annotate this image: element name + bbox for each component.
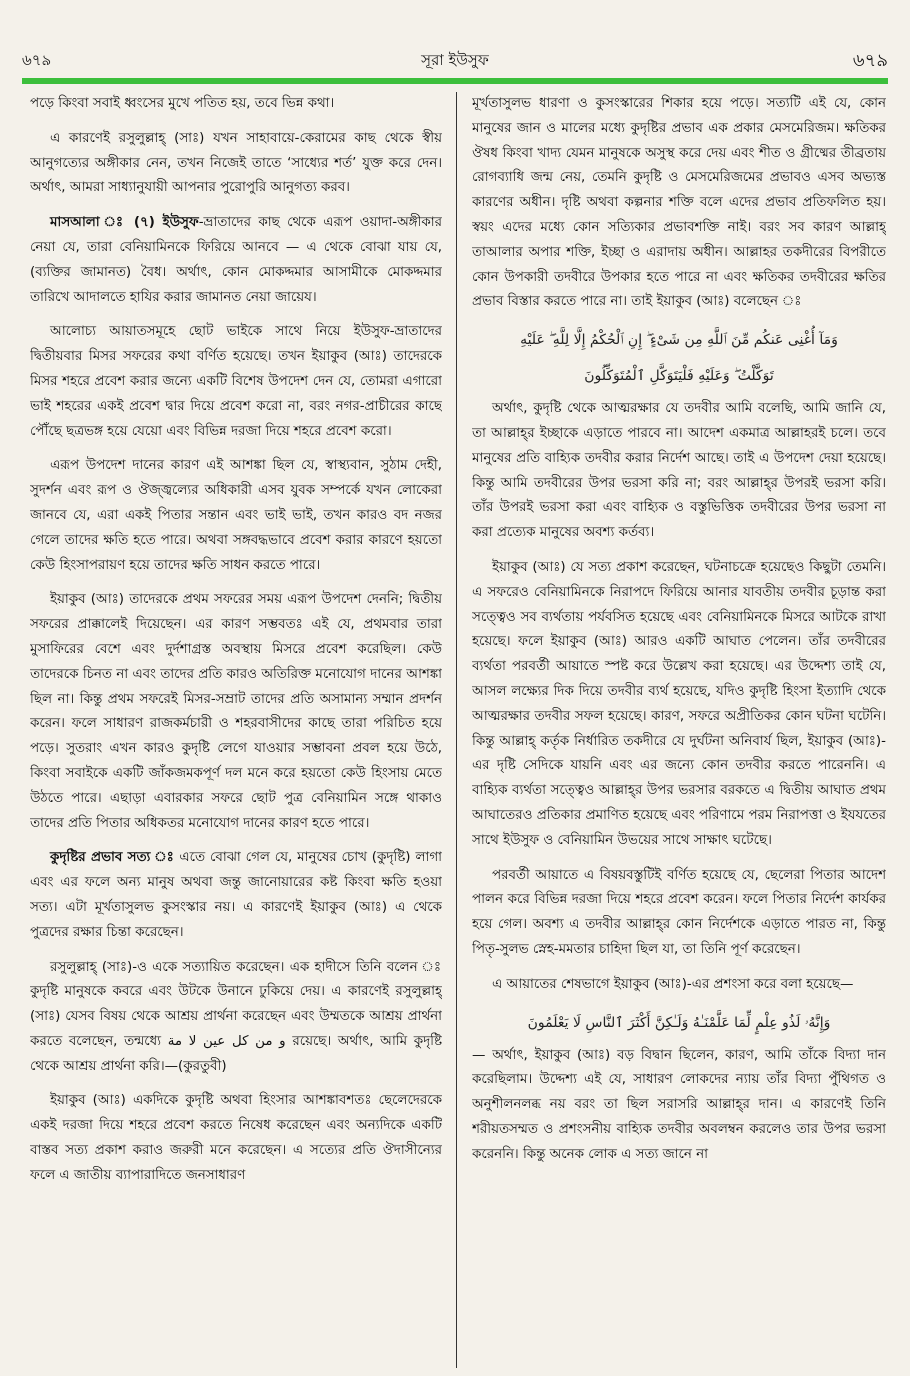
left-para-masala: মাসআলা ঃ (৭) ইউসুফ-ভ্রাতাদের কাছ থেকে এরূপ ওয়াদা-অঙ্গীকার নেয়া যে, তারা বেনিয়ামিনকে ফিরিয়ে আনবে — এ থেকে বোঝা যায় যে, (ব্যক্তির জামানত) বৈধ। অর্থাৎ, কোন মোকদ্দমার আসামীকে মোকদ্দমার তারিখে আদালতে হাযির করার জামানত নেয়া জায়েয। (30, 215, 442, 305)
left-para-5: এরূপ উপদেশ দানের কারণ এই আশঙ্কা ছিল যে, স্বাস্থ্যবান, সুঠাম দেহী, সুদর্শন এবং রূপ ও ঔজ্জ্বল্যের অধিকারী এসব যুবক সম্পর্কে যখন লোকেরা জানবে যে, এরা একই পিতার সন্তান এবং ভাই ভাই, তখন কারও বদ নজর গেলে তাদের ক্ষতি হতে পারে। অথবা সঙ্গবদ্ধভাবে প্রবেশ করার কারণে হয়তো কেউ হিংসাপরায়ণ হয়ে তাদের ক্ষতি সাধন করতে পারে। (30, 458, 442, 573)
right-column (472, 92, 886, 1368)
left-para-1: পড়ে কিংবা সবাই ধ্বংসের মুখে পতিত হয়, তবে ভিন্ন কথা। (30, 96, 335, 111)
masala-heading: মাসআলা ঃ (৭) ইউসুফ (50, 215, 199, 231)
arabic-verse-1: وَمَآ أُغْنِى عَنكُم مِّنَ ٱللَّهِ مِن شَىْءٍ ۖ إِنِ ٱلْحُكْمُ إِلَّا لِلَّهِ ۖ عَلَيْهِ (520, 332, 838, 349)
left-para-2: এ কারণেই রসুলুল্লাহ্ (সাঃ) যখন সাহাবায়ে-কেরামের কাছ থেকে স্বীয় আনুগত্যের অঙ্গীকার নেন, তখন নিজেই তাতে ‘সাধ্যের শর্ত’ যুক্ত করে দেন। অর্থাৎ, আমরা সাধ্যানুযায়ী আপনার পুরোপুরি আনুগত্য করব। (30, 130, 442, 196)
right-para-5b: — অর্থাৎ, ইয়াকুব (আঃ) বড় বিদ্বান ছিলেন, কারণ, আমি তাঁকে বিদ্যা দান করেছিলাম। উদ্দেশ্য এই যে, সাধারণ লোকদের ন্যায় তাঁর বিদ্যা পুঁথিগত ও অনুশীলনলব্ধ নয় বরং তা ছিল সরাসরি আল্লাহ্‌র দান। এ কারণেই তিনি শরীয়তসম্মত ও প্রশংসনীয় বাহ্যিক তদবীর অবলম্বন করলেও তার উপর ভরসা করেননি। কিন্তু অনেক লোক এ সত্য জানে না (472, 1047, 886, 1162)
left-para-8: রসুলুল্লাহ্ (সাঃ)-ও একে সত্যায়িত করেছেন। এক হাদীসে তিনি বলেন ঃ কুদৃষ্টি মানুষকে কবরে এবং উটকে উনানে ঢুকিয়ে দেয়। এ কারণেই রসুলুল্লাহ্ (সাঃ) যেসব বিষয় থেকে আশ্রয় প্রার্থনা করেছেন এবং উম্মতকে আশ্রয় প্রার্থনা করতে বলেছেন, তন্মধ্যে و من كل عين لا مة রয়েছে। অর্থাৎ, আমি কুদৃষ্টি থেকে আশ্রয় প্রার্থনা করি।—(কুরতুবী) (30, 959, 442, 1074)
left-column (30, 92, 442, 1368)
page-header (22, 48, 888, 74)
evil-eye-heading: কুদৃষ্টির প্রভাব সত্য ঃ (50, 850, 175, 866)
arabic-verse-3: وَإِنَّهُۥ لَذُو عِلْمٍ لِّمَا عَلَّمْنَـٰهُ وَلَـٰكِنَّ أَكْثَرَ ٱلنَّاسِ لَا يَعْلَمُونَ (527, 1014, 831, 1031)
column-divider (456, 92, 457, 1368)
chapter-title: সূরা ইউসুফ (421, 50, 489, 69)
left-para-4: আলোচ্য আয়াতসমূহে ছোট ভাইকে সাথে নিয়ে ইউসুফ-ভ্রাতাদের দ্বিতীয়বার মিসর সফরের কথা বর্ণিত হয়েছে। তখন ইয়াকুব (আঃ) তাদেরকে মিসর শহরে প্রবেশ করার জন্যে একটি বিশেষ উপদেশ দেন যে, তোমরা এগারো ভাই শহরের একই প্রবেশ দ্বার দিয়ে প্রবেশ করো না, বরং নগর-প্রাচীরের কাছে পৌঁছে ছত্রভঙ্গ হয়ে যেয়ো এবং বিভিন্ন দরজা দিয়ে শহরে প্রবেশ করো। (30, 324, 442, 439)
page-number-left: ৬৭৯ (22, 50, 52, 69)
arabic-verse-2: تَوَكَّلْتُ ۖ وَعَلَيْهِ فَلْيَتَوَكَّلِ ٱلْمُتَوَكِّلُونَ (584, 368, 774, 385)
right-para-4: পরবর্তী আয়াতে এ বিষয়বস্তুটিই বর্ণিত হয়েছে যে, ছেলেরা পিতার আদেশ পালন করে বিভিন্ন দরজা দিয়ে শহরে প্রবেশ করেন। ফলে পিতার নির্দেশ কার্যকর হয়ে গেল। অবশ্য এ তদবীর আল্লাহ্‌র কোন নির্দেশকে এড়াতে পারত না, কিন্তু পিতৃ-সুলভ স্নেহ-মমতার চাহিদা ছিল যা, তা তিনি পূর্ণ করেছেন। (472, 867, 886, 957)
left-para-9: ইয়াকুব (আঃ) একদিকে কুদৃষ্টি অথবা হিংসার আশঙ্কাবশতঃ ছেলেদেরকে একই দরজা দিয়ে শহরে প্রবেশ করতে নিষেধ করেছেন এবং অন্যদিকে একটি বাস্তব সত্য প্রকাশ করাও জরুরী মনে করেছেন। এ সত্যের প্রতি ঔদাসীন্যের ফলে এ জাতীয় ব্যাপারাদিতে জনসাধারণ (30, 1093, 442, 1183)
right-para-2: অর্থাৎ, কুদৃষ্টি থেকে আত্মরক্ষার যে তদবীর আমি বলেছি, আমি জানি যে, তা আল্লাহ্‌র ইচ্ছাকে এড়াতে পারবে না। আদেশ একমাত্র আল্লাহরই চলে। তবে মানুষের প্রতি বাহ্যিক তদবীর করার নির্দেশ আছে। তাই এ উপদেশ দেয়া হয়েছে। কিন্তু আমি তদবীরের উপর ভরসা করি না; বরং আল্লাহ্‌র উপরই ভরসা করি। তাঁর উপরই ভরসা করা এবং বাহ্যিক ও বস্তুভিত্তিক তদবীরের উপর ভরসা না করা প্রত্যেক মানুষের অবশ্য কর্তব্য। (472, 401, 886, 541)
right-para-5a: এ আয়াতের শেষভাগে ইয়াকুব (আঃ)-এর প্রশংসা করে বলা হয়েছে— (492, 976, 854, 992)
left-para-evil-eye: কুদৃষ্টির প্রভাব সত্য ঃ এতে বোঝা গেল যে, মানুষের চোখ (কুদৃষ্টি) লাগা এবং এর ফলে অন্য মানুষ অথবা জন্তু জানোয়ারের কষ্ট কিংবা ক্ষতি হওয়া সত্য। এটা মূর্খতাসুলভ কুসংস্কার নয়। এ কারণেই ইয়াকুব (আঃ) এ থেকে পুত্রদের রক্ষার চিন্তা করেছেন। (30, 850, 442, 940)
header-green-rule (22, 78, 888, 84)
right-para-3: ইয়াকুব (আঃ) যে সত্য প্রকাশ করেছেন, ঘটনাচক্রে হয়েছেও কিছুটা তেমনি। এ সফরেও বেনিয়ামিনকে নিরাপদে ফিরিয়ে আনার যাবতীয় তদবীর চূড়ান্ত করা সত্ত্বেও সব ব্যর্থতায় পর্যবসিত হয়েছে এবং বেনিয়ামিনকে মিসরে আটকে রাখা হয়েছে। ফলে ইয়াকুব (আঃ) আরও একটি আঘাত পেলেন। তাঁর তদবীরের ব্যর্থতা পরবর্তী আয়াতে স্পষ্ট করে উল্লেখ করা হয়েছে। এর উদ্দেশ্য তাই যে, আসল লক্ষ্যের দিক দিয়ে তদবীর ব্যর্থ হয়েছে, যদিও কুদৃষ্টি হিংসা ইত্যাদি থেকে আত্মরক্ষার তদবীর সফল হয়েছে। কারণ, সফরে অপ্রীতিকর কোন ঘটনা ঘটেনি। কিন্তু আল্লাহ্ কর্তৃক নির্ধারিত তকদীরে যে দুর্ঘটনা অনিবার্য ছিল, ইয়াকুব (আঃ)-এর দৃষ্টি সেদিকে যায়নি এবং এর জন্যে কোন তদবীর করতে পারেননি। এ বাহ্যিক ব্যর্থতা সত্ত্বেও আল্লাহ্‌র উপর ভরসার বরকতে এ দ্বিতীয় আঘাত প্রথম আঘাতেরও প্রতিকার প্রমাণিত হয়েছে এবং পরিণামে পরম নিরাপত্তা ও ইযযতের সাথে ইউসুফ ও বেনিয়ামিন উভয়ের সাথে সাক্ষাৎ ঘটেছে। (472, 559, 886, 848)
right-para-1: মূর্খতাসুলভ ধারণা ও কুসংস্কারের শিকার হয়ে পড়ে। সত্যটি এই যে, কোন মানুষের জান ও মালের মধ্যে কুদৃষ্টির প্রভাব এক প্রকার মেসমেরিজম। ক্ষতিকর ঔষধ কিংবা খাদ্য যেমন মানুষকে অসুস্থ করে দেয় এবং শীত ও গ্রীষ্মের তীব্রতায় রোগব্যাধি জন্ম নেয়, তেমনি কুদৃষ্টি ও মেসমেরিজমের প্রভাবও এসব অভ্যস্ত কারণের অধীন। দৃষ্টি অথবা কল্পনার শক্তি বলে এদের প্রভাব প্রতিফলিত হয়। স্বয়ং এদের মধ্যে কোন সত্যিকার প্রভাবশক্তি নাই। বরং সব কারণ আল্লাহ্ তাআলার অপার শক্তি, ইচ্ছা ও এরাদায় অধীন। আল্লাহর তকদীরের বিপরীতে কোন উপকারী তদবীরে উপকার হতে পারে না এবং ক্ষতিকর তদবীরের ক্ষতির প্রভাব বিস্তার করতে পারে না। তাই ইয়াকুব (আঃ) বলেছেন ঃ (472, 96, 886, 310)
page-number-right: ৬৭৯ (852, 49, 888, 71)
left-para-6: ইয়াকুব (আঃ) তাদেরকে প্রথম সফরের সময় এরূপ উপদেশ দেননি; দ্বিতীয় সফরের প্রাক্কালেই দিয়েছেন। এর কারণ সম্ভবতঃ এই যে, প্রথমবার তারা মুসাফিরের বেশে এবং দুর্দশাগ্রস্ত অবস্থায় মিসরে প্রবেশ করেছিল। কেউ তাদেরকে চিনত না এবং তাদের প্রতি কারও অতিরিক্ত মনোযোগ দানের আশঙ্কা ছিল না। কিন্তু প্রথম সফরেই মিসর-সম্রাট তাদের প্রতি অসামান্য সম্মান প্রদর্শন করেন। ফলে সাধারণ রাজকর্মচারী ও শহরবাসীদের কাছে তারা পরিচিত হয়ে পড়ে। সুতরাং এখন কারও কুদৃষ্টি লেগে যাওয়ার সম্ভাবনা প্রবল হয়ে উঠে, কিংবা সবাইকে একটি জাঁকজমকপূর্ণ দল মনে করে হয়তো কেউ হিংসায় মেতে উঠতে পারে। এছাড়া এবারকার সফরে ছোট পুত্র বেনিয়ামিন সঙ্গে থাকাও তাদের প্রতি পিতার অধিকতর মনোযোগ দানের কারণ হতে পারে। (30, 592, 442, 831)
